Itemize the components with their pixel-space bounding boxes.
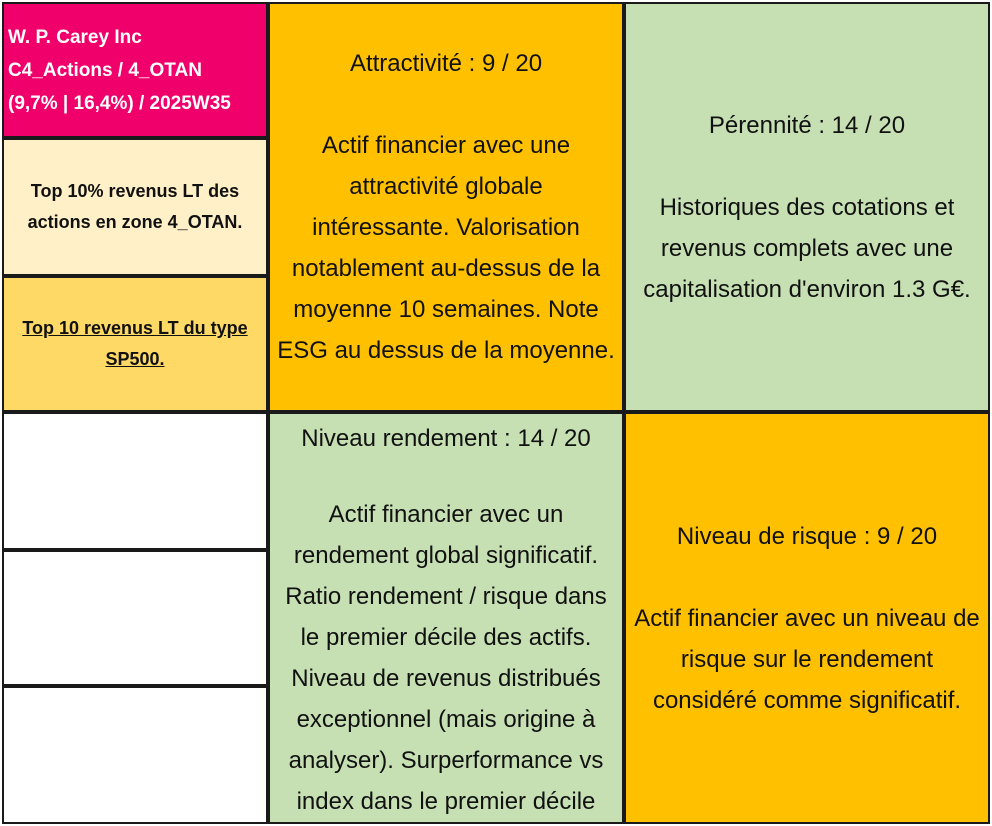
risque-cell <box>624 412 990 824</box>
empty-cell-3 <box>2 686 268 824</box>
asset-name: W. P. Carey Inc <box>8 26 142 48</box>
attractivite-line: ESG au dessus de la moyenne. <box>277 337 615 364</box>
rendement-line: index dans le premier décile <box>296 788 596 815</box>
attractivite-line: intéressante. Valorisation <box>312 214 580 241</box>
perennite-line: revenus complets avec une <box>660 234 954 262</box>
perennite-line: capitalisation d'environ 1.3 G€. <box>643 275 971 303</box>
risque-line: considéré comme significatif. <box>652 686 962 714</box>
attractivite-cell <box>268 2 624 412</box>
rendement-line: le premier décile des actifs. <box>300 624 592 651</box>
zone-ranking-line-2: actions en zone 4_OTAN. <box>27 212 243 232</box>
zone-ranking-line-1: Top 10% revenus LT des <box>30 181 240 201</box>
rendement-line: exceptionnel (mais origine à <box>296 706 596 733</box>
type-ranking-line-2[interactable]: SP500. <box>105 349 165 369</box>
rendement-line: Actif financier avec un <box>328 501 564 528</box>
empty-cell-1 <box>2 412 268 550</box>
zone-ranking-cell <box>2 138 268 276</box>
rendement-line: Niveau de revenus distribués <box>291 665 601 692</box>
attractivite-line: Actif financier avec une <box>321 132 571 159</box>
risque-line: Actif financier avec un niveau de <box>634 604 980 632</box>
attractivite-line: notablement au-dessus de la <box>291 255 601 282</box>
rendement-cell <box>268 412 624 824</box>
perennite-line: Historiques des cotations et <box>659 193 955 221</box>
attractivite-line: attractivité globale <box>349 173 543 200</box>
asset-category: C4_Actions / 4_OTAN <box>8 59 202 81</box>
asset-title-cell <box>2 2 268 138</box>
perennite-cell <box>624 2 990 412</box>
asset-stats: (9,7% | 16,4%) / 2025W35 <box>8 92 231 114</box>
attractivite-line: moyenne 10 semaines. Note <box>293 296 599 323</box>
empty-cell-2 <box>2 550 268 686</box>
attractivite-heading: Attractivité : 9 / 20 <box>349 50 543 77</box>
perennite-heading: Pérennité : 14 / 20 <box>708 111 906 139</box>
type-ranking-line-1[interactable]: Top 10 revenus LT du type <box>22 318 248 338</box>
risque-line: risque sur le rendement <box>680 645 934 673</box>
rendement-line: rendement global significatif. <box>293 542 599 569</box>
rendement-heading: Niveau rendement : 14 / 20 <box>301 425 591 452</box>
rendement-line: analyser). Surperformance vs <box>288 747 604 774</box>
risque-heading: Niveau de risque : 9 / 20 <box>676 522 938 550</box>
type-ranking-link[interactable] <box>2 276 268 412</box>
rendement-line: Ratio rendement / risque dans <box>285 583 607 610</box>
